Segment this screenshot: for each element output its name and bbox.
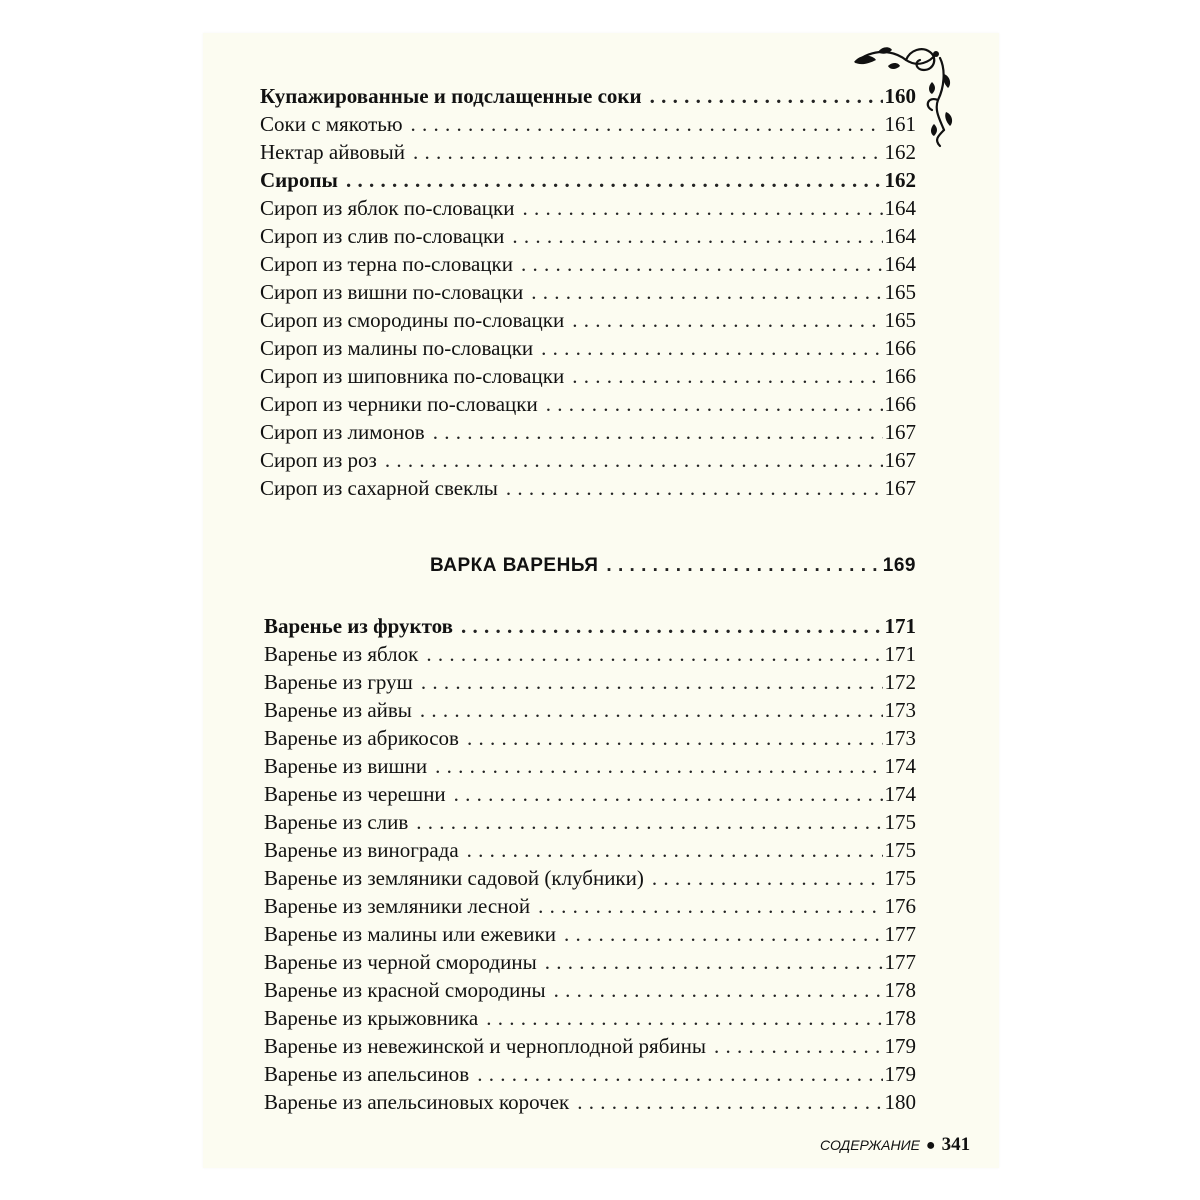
dot-leader [564,920,883,948]
toc-subheading [260,82,916,110]
toc-entry-page: 174 [884,754,916,778]
toc-entry-title: Варенье из земляники садовой (клубники) [264,866,644,890]
toc-entry [260,474,916,502]
toc-entry [264,976,916,1004]
toc-entry [264,948,916,976]
dot-leader [521,250,883,278]
dot-leader [577,1088,882,1116]
toc-entry-title: Сироп из сахарной свеклы [260,476,498,500]
toc-entry-page: 160 [884,84,916,108]
toc-entry-page: 167 [884,448,916,472]
toc-entry-page: 165 [884,308,916,332]
toc-entry-title: Сироп из терна по-словацки [260,252,513,276]
dot-leader [413,138,882,166]
toc-entry-page: 166 [884,364,916,388]
toc-entry-title: Варенье из яблок [264,642,419,666]
toc-entry-page: 180 [884,1090,916,1114]
toc-entry-page: 162 [884,140,916,164]
toc-entry-page: 169 [882,555,916,576]
dot-leader [545,948,883,976]
toc-entry-title: Сироп из яблок по-словацки [260,196,515,220]
toc-entry [260,194,916,222]
toc-entry-page: 175 [884,866,916,890]
toc-entry-title: Сироп из лимонов [260,420,425,444]
toc-entry [260,110,916,138]
dot-leader [512,222,882,250]
toc-entry [264,1060,916,1088]
dot-leader [538,892,882,920]
toc-entry-page: 167 [884,420,916,444]
toc-entry-page: 166 [884,336,916,360]
toc-entry-page: 175 [884,838,916,862]
toc-entry [264,864,916,892]
toc-subheading [260,166,916,194]
dot-leader [454,780,883,808]
toc-entry-title: Варенье из черешни [264,782,446,806]
toc-entry-title: Нектар айвовый [260,140,406,164]
dot-leader [385,446,883,474]
toc-entry-title: Варенье из абрикосов [264,726,459,750]
toc-entry [260,250,916,278]
bullet-separator: ● [925,1137,936,1154]
toc-entry [260,138,916,166]
dot-leader [467,724,883,752]
toc-entry-title: Сироп из шиповника по-словацки [260,364,565,388]
toc-entry-title: Купажированные и подслащенные соки [260,84,642,108]
dot-leader [572,306,882,334]
page-number: 341 [941,1134,971,1155]
toc-entry-title: Варенье из красной смородины [264,978,546,1002]
toc-section-heading [430,552,916,580]
dot-leader [421,668,883,696]
toc-entry-page: 177 [884,950,916,974]
toc-entry-title: Варенье из малины или ежевики [264,922,556,946]
dot-leader [652,864,883,892]
toc-entry-title: Варенье из земляники лесной [264,894,531,918]
toc-entry-page: 161 [884,112,916,136]
dot-leader [541,334,882,362]
toc-entry-page: 179 [884,1034,916,1058]
toc-entry-page: 173 [884,698,916,722]
toc-entry [264,724,916,752]
dot-leader [506,474,883,502]
toc-entry [260,446,916,474]
toc-entry-title: Варенье из крыжовника [264,1006,479,1030]
toc-entry [260,334,916,362]
toc-entry [260,362,916,390]
dot-leader [477,1060,882,1088]
toc-entry-title: ВАРКА ВАРЕНЬЯ [430,555,599,576]
toc-entry-page: 179 [884,1062,916,1086]
toc-entry-page: 162 [884,168,916,192]
dot-leader [420,696,883,724]
toc-entry-title: Сиропы [260,168,338,192]
toc-entry-title: Сироп из слив по-словацки [260,224,505,248]
toc-entry-page: 178 [884,978,916,1002]
toc-entry [264,752,916,780]
toc-entry [264,1088,916,1116]
toc-entry-title: Сироп из смородины по-словацки [260,308,565,332]
toc-entry [264,640,916,668]
toc-entry-page: 173 [884,726,916,750]
toc-entry-title: Соки с мякотью [260,112,403,136]
dot-leader [435,752,882,780]
toc-entry-page: 165 [884,280,916,304]
toc-entry-title: Сироп из черники по-словацки [260,392,538,416]
toc-entry [264,1004,916,1032]
dot-leader [606,552,880,580]
toc-entry-page: 175 [884,810,916,834]
dot-leader [426,640,882,668]
toc-entry-page: 171 [884,642,916,666]
toc-entry [264,836,916,864]
dot-leader [572,362,882,390]
dot-leader [486,1004,882,1032]
running-footer-section: СОДЕРЖАНИЕ [820,1137,920,1153]
dot-leader [650,82,883,110]
toc-entry-title: Варенье из винограда [264,838,459,862]
toc-entry [264,920,916,948]
dot-leader [531,278,882,306]
dot-leader [416,808,882,836]
toc-entry [264,1032,916,1060]
toc-entry-title: Варенье из груш [264,670,413,694]
dot-leader [467,836,883,864]
toc-entry-page: 164 [884,252,916,276]
toc-entry [264,696,916,724]
toc-entry-page: 176 [884,894,916,918]
toc-entry-title: Сироп из роз [260,448,377,472]
toc-entry [260,306,916,334]
toc-entry [260,278,916,306]
toc-entry-page: 178 [884,1006,916,1030]
page-footer [820,1134,980,1164]
toc-subheading [264,612,916,640]
toc-entry-page: 171 [884,614,916,638]
toc-entry-page: 177 [884,922,916,946]
dot-leader [411,110,883,138]
toc-entry-page: 167 [884,476,916,500]
dot-leader [714,1032,883,1060]
toc-entry-title: Варенье из апельсинов [264,1062,470,1086]
toc-entry-title: Варенье из апельсиновых корочек [264,1090,570,1114]
dot-leader [522,194,882,222]
toc-entry [260,390,916,418]
toc-entry-page: 174 [884,782,916,806]
toc-entry-page: 172 [884,670,916,694]
toc-entry [264,892,916,920]
toc-entry [264,780,916,808]
toc-entry-title: Варенье из слив [264,810,409,834]
toc-entry-page: 166 [884,392,916,416]
toc-entry-title: Варенье из невежинской и черноплодной рябины [264,1034,706,1058]
dot-leader [346,166,883,194]
dot-leader [546,390,883,418]
dot-leader [461,612,883,640]
toc-entry-title: Варенье из черной смородины [264,950,537,974]
toc-entry-title: Сироп из вишни по-словацки [260,280,524,304]
dot-leader [433,418,883,446]
toc-entry-title: Сироп из малины по-словацки [260,336,534,360]
toc-entry-page: 164 [884,224,916,248]
toc-entry-title: Варенье из фруктов [264,614,453,638]
toc-entry-title: Варенье из вишни [264,754,428,778]
toc-entry [260,222,916,250]
toc-entry [264,808,916,836]
toc-entry-title: Варенье из айвы [264,698,412,722]
toc-entry-page: 164 [884,196,916,220]
toc-entry [264,668,916,696]
dot-leader [554,976,883,1004]
toc-entry [260,418,916,446]
